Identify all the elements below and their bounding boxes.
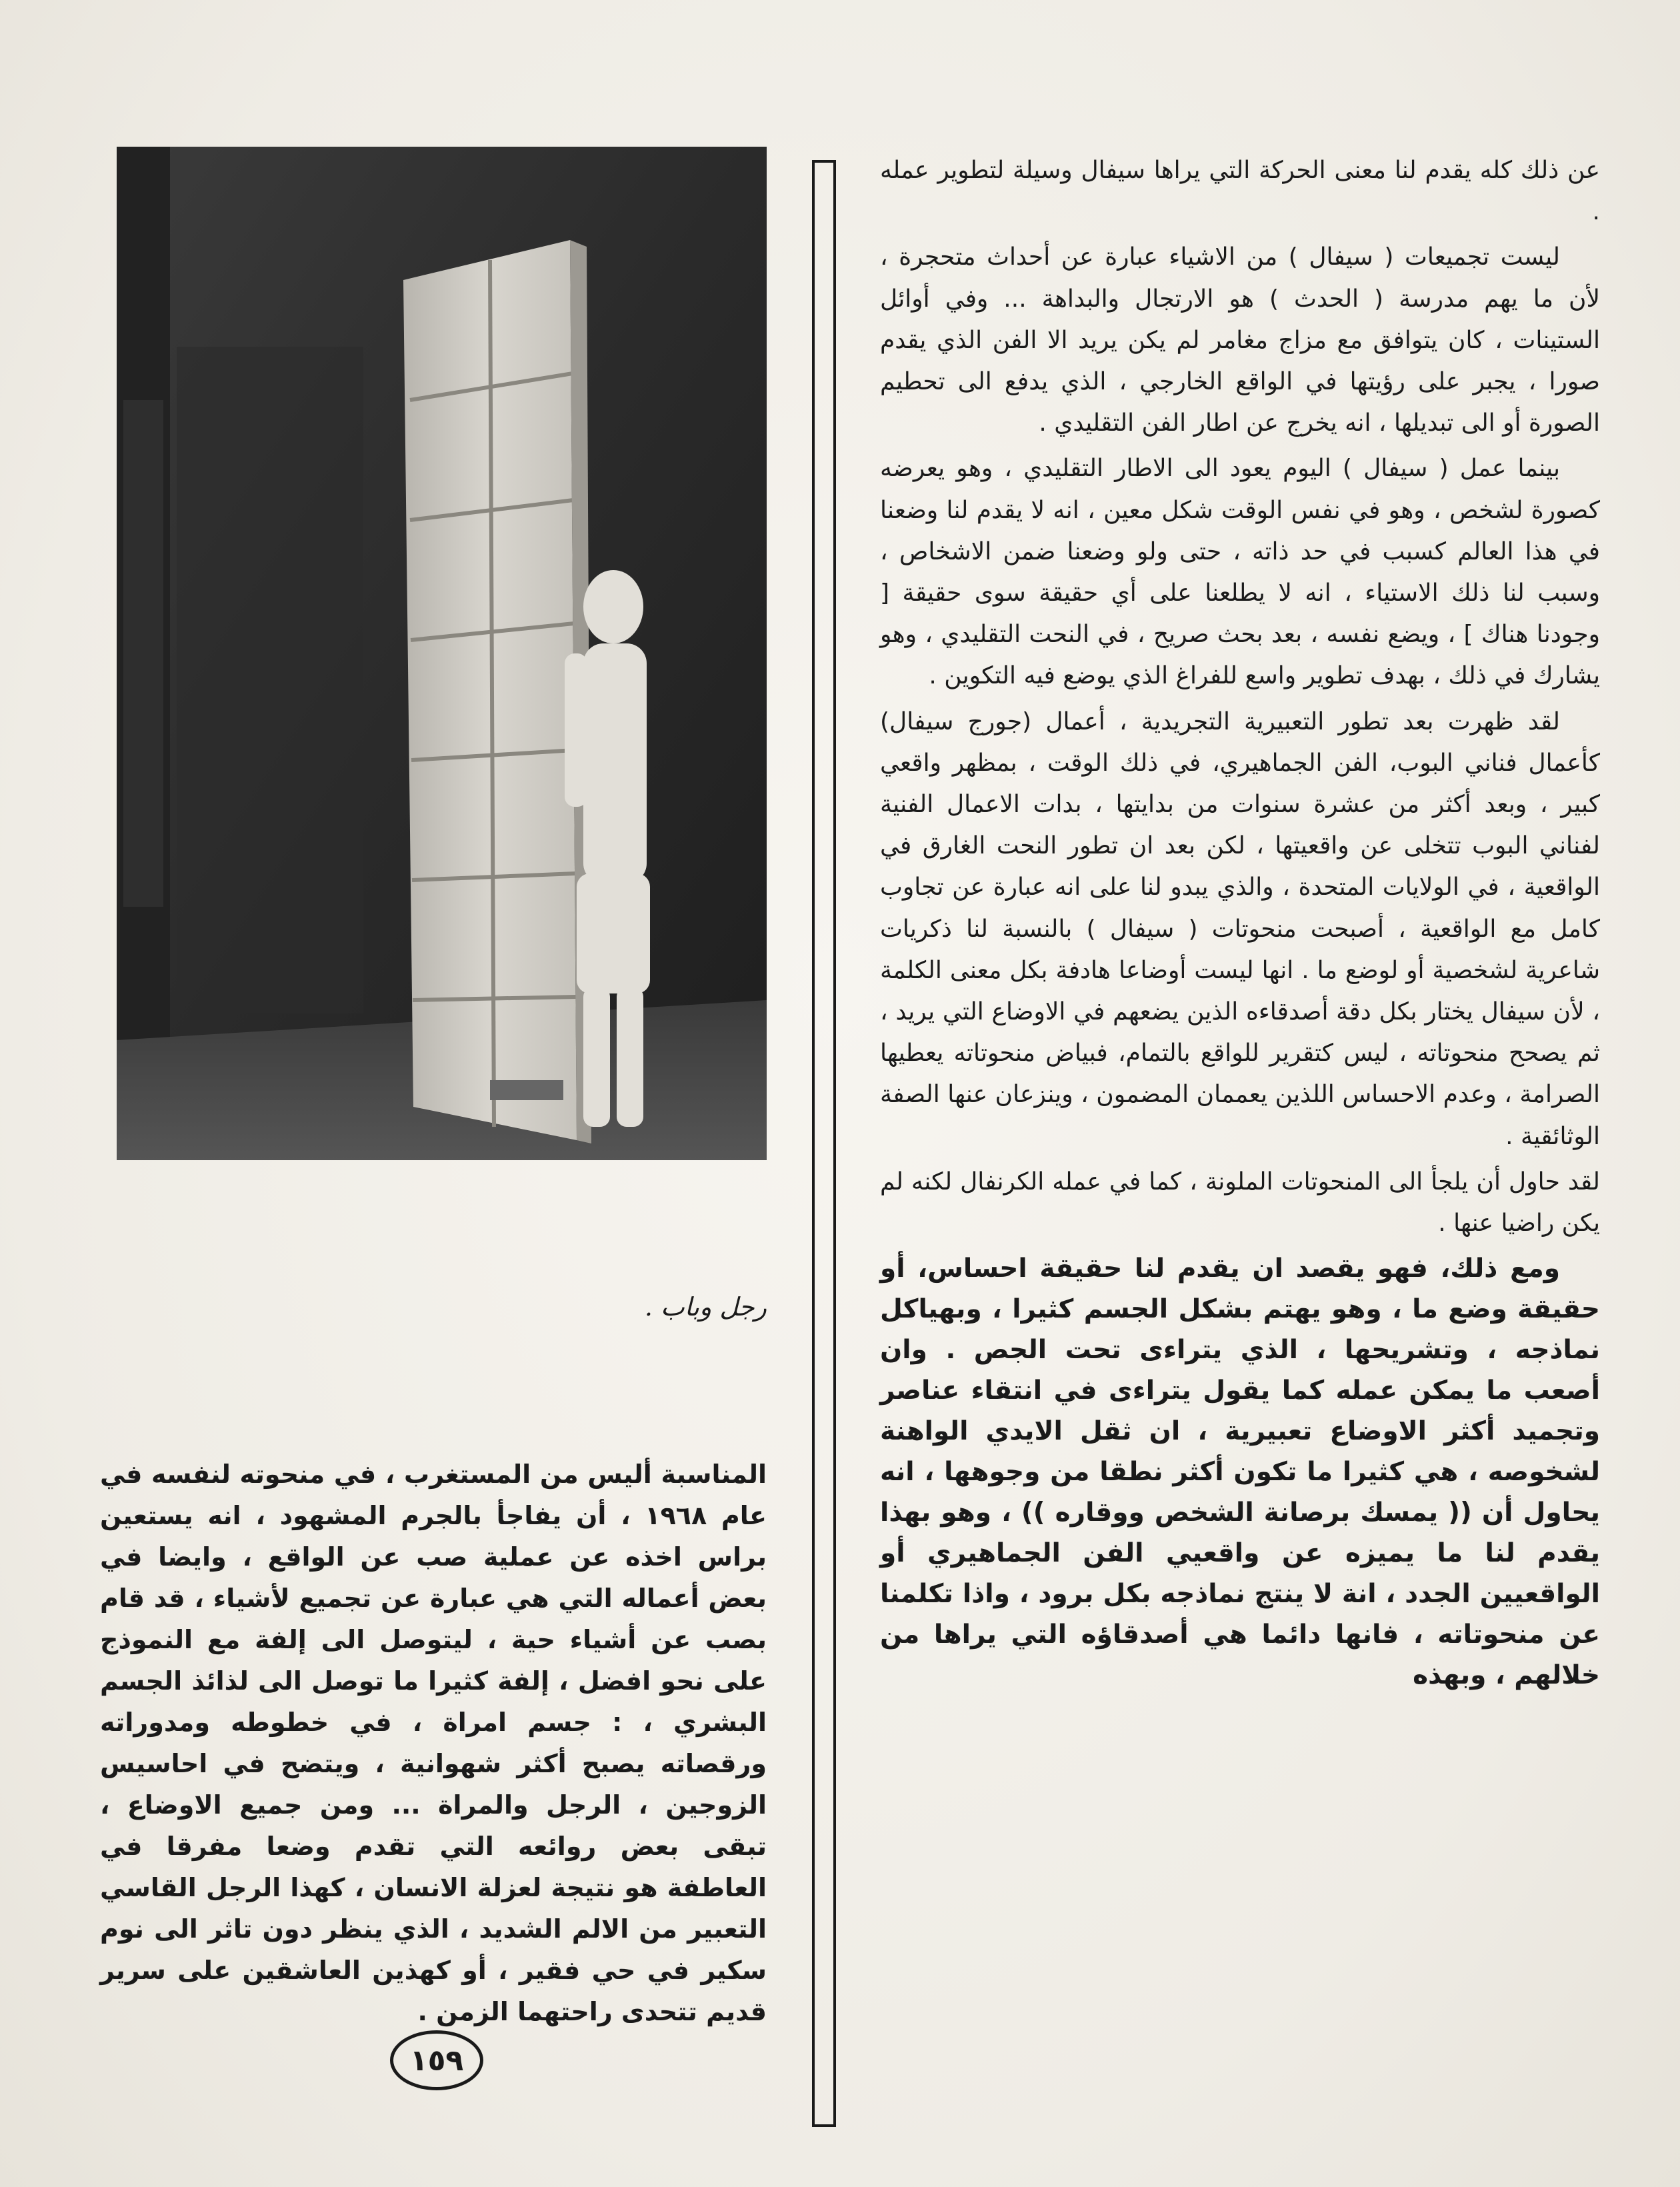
left-text-column (100, 1454, 767, 2026)
paragraph: لقد ظهرت بعد تطور التعبيرية التجريدية ، أعمال (جورج سيفال) كأعمال فناني البوب، الفن الجماهيري، في ذلك الوقت ، بمظهر واقعي كبير ، وبعد أكثر من عشرة سنوات من بدايتها ، بدات الاعمال الفنية لفناني البوب تتخلى عن واقعيتها ، لكن بعد ان تطور النحت الغارق في الواقعية ، في الولايات المتحدة ، والذي يبدو لنا على انه عبارة عن تجاوب كامل مع الواقعية ، أصبحت منحوتات ( سيفال ) بالنسبة لنا ذكريات شاعرية لشخصية أو لوضع ما . انها ليست أوضاعا هادفة بكل معنى الكلمة ، لأن سيفال يختار بكل دقة أصدقاءه الذين يضعهم في الاوضاع التي يريد ، ثم يصحح منحوتاته ، ليس كتقرير للواقع بالتمام، فبياض منحوتاته يعطيها الصرامة ، وعدم الاحساس اللذين يعممان المضمون ، وينزعان عنها الصفة الوثائقية . (880, 707, 1600, 1150)
paragraph: المناسبة أليس من المستغرب ، في منحوته لنفسه في عام ١٩٦٨ ، أن يفاجأ بالجرم المشهود ، انه يستعين براس اخذه عن عملية صب عن الواقع ، وايضا في بعض أعماله التي هي عبارة عن تجميع لأشياء ، قد قام بصب عن أشياء حية ، ليتوصل الى إلفة مع النموذج على نحو افضل ، إلفة كثيرا ما توصل الى لذائذ الجسم البشري ، : جسم امراة ، في خطوطه ومدوراته ورقصاته يصبح أكثر شهوانية ، ويتضح في احاسيس الزوجين ، الرجل والمراة ... ومن جميع الاوضاع ، تبقى بعض روائعه التي تقدم وضعا مفرقا في العاطفة هو نتيجة لعزلة الانسان ، كهذا الرجل القاسي التعبير من الالم الشديد ، الذي ينظر دون تاثر الى نوم سكير في حي فقير ، أو كهذين العاشقين على سرير قديم تتحدى راحتهما الزمن . (100, 1460, 767, 2026)
photo-illustration (117, 147, 767, 1160)
paragraph: عن ذلك كله يقدم لنا معنى الحركة التي يراها سيفال وسيلة لتطوير عمله . (880, 157, 1600, 226)
paragraph: بينما عمل ( سيفال ) اليوم يعود الى الاطار التقليدي ، وهو يعرضه كصورة لشخص ، وهو في نفس الوقت شكل معين ، انه لا يقدم لنا وضعنا في هذا العالم كسبب في حد ذاته ، حتى ولو وضعنا ضمن الاشخاص ، وسبب لنا ذلك الاستياء ، انه لا يطلعنا على أي حقيقة سوى حقيقة [ وجودنا هناك ] ، ويضع نفسه ، بعد بحث صريح ، في النحت التقليدي ، وهو يشارك في ذلك ، بهدف تطوير واسع للفراغ الذي يوضع فيه التكوين . (880, 455, 1600, 690)
paragraph: لقد حاول أن يلجأ الى المنحوتات الملونة ، كما في عمله الكرنفال لكنه لم يكن راضيا عنها . (880, 1168, 1600, 1238)
right-text-column (880, 150, 1600, 2124)
paragraph: ليست تجميعات ( سيفال ) من الاشياء عبارة عن أحداث متحجرة ، لأن ما يهم مدرسة ( الحدث ) هو الارتجال والبداهة ... وفي أوائل الستينات ، كان يتوافق مع مزاج مغامر لم يكن يريد الا الفن الذي يقدم صورا ، يجبر على رؤيتها في الواقع الخارجي ، الذي يدفع الى تحطيم الصورة أو الى تبديلها ، انه يخرج عن اطار الفن التقليدي . (880, 243, 1600, 437)
bold-paragraph: ومع ذلك، فهو يقصد ان يقدم لنا حقيقة احساس، أو حقيقة وضع ما ، وهو يهتم بشكل الجسم كثيرا ، وبهياكل نماذجه ، وتشريحها ، الذي يتراءى تحت الجص . وان أصعب ما يمكن عمله كما يقول يتراءى في انتقاء عناصر وتجميد أكثر الاوضاع تعبيرية ، ان ثقل الايدي الواهنة لشخوصه ، هي كثيرا ما تكون أكثر نطقا من وجوهها ، انه يحاول أن (( يمسك برصانة الشخص ووقاره )) ، وهو بهذا يقدم لنا ما يميزه عن واقعيي الفن الجماهيري أو الواقعيين الجدد ، انة لا ينتج نماذجه بكل برود ، واذا تكلمنا عن منحوتاته ، فانها دائما هي أصدقاؤه التي يراها من خلالهم ، وبهذه (880, 1254, 1600, 1691)
photo-caption: رجل وباب . (644, 1292, 767, 1322)
photo-man-and-door (117, 147, 767, 1160)
page-number: ١٥٩ (390, 2030, 483, 2090)
column-divider (812, 160, 836, 2127)
